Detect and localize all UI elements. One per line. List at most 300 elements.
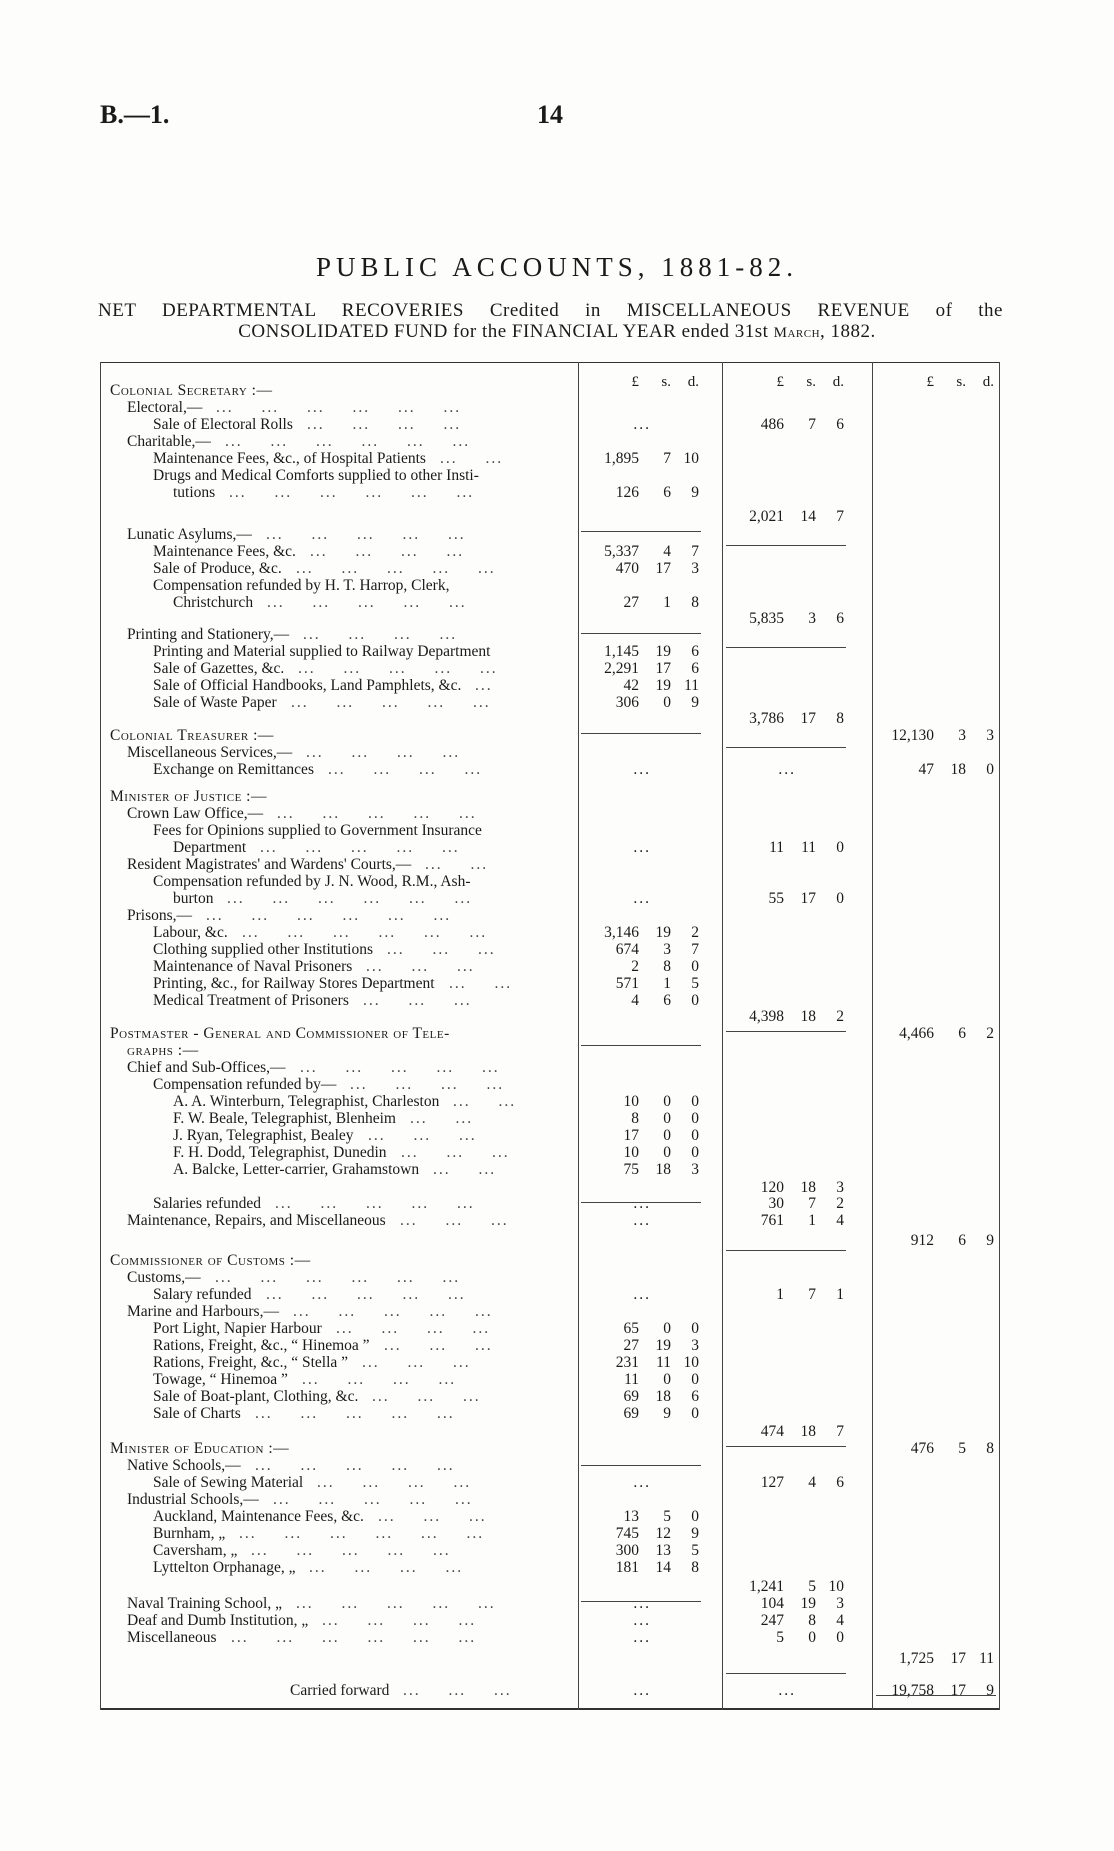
amount-cell xyxy=(872,727,1000,745)
amount-shillings: 17 xyxy=(950,1682,966,1699)
table-row xyxy=(100,1144,1000,1162)
amount-pence: 9 xyxy=(691,484,699,501)
row-label: Naval Training School, „ xyxy=(127,1595,282,1612)
leader-dots: ... ... ... ... ... xyxy=(267,594,467,611)
empty-amount-dots: ... xyxy=(633,1195,651,1212)
amount-cell xyxy=(722,1578,850,1596)
amount-cell xyxy=(722,1212,850,1230)
row-label: Prisons,— xyxy=(127,907,193,924)
leader-dots: ... xyxy=(475,677,493,694)
amount-cell xyxy=(577,1320,705,1338)
amount-shillings: 0 xyxy=(663,1144,671,1161)
amount-pounds: 10 xyxy=(623,1144,639,1161)
amount-pence: 8 xyxy=(986,1440,994,1457)
amount-shillings: 17 xyxy=(950,1650,966,1667)
amount-cell xyxy=(722,710,850,728)
amount-pence: 0 xyxy=(836,890,844,907)
row-label: Lyttelton Orphanage, „ xyxy=(153,1559,296,1576)
pence-header: d. xyxy=(982,374,994,390)
amount-cell xyxy=(722,1682,850,1700)
leader-dots: ... ... ... xyxy=(366,958,475,975)
amount-pence: 7 xyxy=(836,1423,844,1440)
amount-pence: 0 xyxy=(836,839,844,856)
subtotal-rule xyxy=(581,1202,701,1203)
pound-header: £ xyxy=(631,374,639,390)
table-row xyxy=(100,1008,1000,1026)
amount-shillings: 18 xyxy=(800,1008,816,1025)
table-row xyxy=(100,975,1000,993)
table-row xyxy=(100,1337,1000,1355)
table-row xyxy=(100,1093,1000,1111)
amount-pence: 0 xyxy=(691,1127,699,1144)
amount-pence: 10 xyxy=(683,1354,699,1371)
accounts-table xyxy=(100,362,1000,1710)
section-heading: graphs :— xyxy=(127,1042,199,1059)
amount-pence: 8 xyxy=(691,594,699,611)
amount-shillings: 18 xyxy=(655,1161,671,1178)
leader-dots: ... ... ... ... ... xyxy=(260,839,460,856)
amount-pence: 2 xyxy=(986,1025,994,1042)
row-label: Resident Magistrates' and Wardens' Courts,— xyxy=(127,856,412,873)
leader-dots: ... ... ... ... ... ... xyxy=(206,907,452,924)
amount-pence: 5 xyxy=(691,975,699,992)
table-row xyxy=(100,677,1000,695)
amount-pounds: 27 xyxy=(623,594,639,611)
amount-shillings: 1 xyxy=(663,594,671,611)
leader-dots: ... ... ... xyxy=(368,1127,477,1144)
amount-pounds: 42 xyxy=(623,677,639,694)
leader-dots: ... ... ... xyxy=(384,1337,493,1354)
leader-dots: ... ... ... ... ... xyxy=(298,660,498,677)
subtotal-rule xyxy=(726,647,846,648)
amount-pence: 1 xyxy=(836,1286,844,1303)
amount-pence: 0 xyxy=(691,958,699,975)
amount-pounds: 674 xyxy=(615,941,639,958)
amount-cell xyxy=(722,416,850,434)
amount-pence: 0 xyxy=(691,1093,699,1110)
amount-pence: 0 xyxy=(691,1371,699,1388)
amount-pounds: 47 xyxy=(918,761,934,778)
amount-cell xyxy=(577,1337,705,1355)
leader-dots: ... ... ... ... ... ... xyxy=(215,1269,461,1286)
amount-cell xyxy=(722,1286,850,1304)
table-row xyxy=(100,643,1000,661)
table-row xyxy=(100,1232,1000,1250)
document-reference: B.—1. xyxy=(100,100,170,129)
leader-dots: ... ... ... ... ... ... xyxy=(242,924,488,941)
subtotal-rule xyxy=(581,1601,701,1602)
leader-dots: ... ... ... ... ... xyxy=(266,526,466,543)
amount-pence: 6 xyxy=(691,1388,699,1405)
leader-dots: ... ... ... ... ... ... xyxy=(231,1629,477,1646)
amount-pence: 3 xyxy=(691,1161,699,1178)
table-row xyxy=(100,526,1000,544)
pound-header: £ xyxy=(776,374,784,390)
amount-shillings: 17 xyxy=(800,710,816,727)
amount-shillings: 7 xyxy=(808,1195,816,1212)
row-label: Charitable,— xyxy=(127,433,211,450)
row-label: Lunatic Asylums,— xyxy=(127,526,252,543)
row-label: Maintenance Fees, &c., of Hospital Patients xyxy=(153,450,426,467)
leader-dots: ... ... ... ... ... xyxy=(273,1491,473,1508)
row-label: Rations, Freight, &c., “ Hinemoa ” xyxy=(153,1337,370,1354)
leader-dots: ... ... ... ... xyxy=(303,626,458,643)
empty-amount-dots: ... xyxy=(633,1474,651,1491)
amount-shillings: 4 xyxy=(808,1474,816,1491)
amount-cell xyxy=(577,1110,705,1128)
empty-amount-dots: ... xyxy=(633,1629,651,1646)
row-label: Compensation refunded by J. N. Wood, R.M., Ash- xyxy=(153,873,471,890)
table-row xyxy=(100,761,1000,779)
leader-dots: ... ... ... ... ... xyxy=(255,1405,455,1422)
row-label: Maintenance, Repairs, and Miscellaneous xyxy=(127,1212,386,1229)
amount-pence: 10 xyxy=(683,450,699,467)
table-row xyxy=(100,1127,1000,1145)
amount-shillings: 19 xyxy=(655,924,671,941)
table-row xyxy=(100,1059,1000,1077)
table-row xyxy=(100,924,1000,942)
amount-shillings: 19 xyxy=(655,1337,671,1354)
amount-pence: 3 xyxy=(836,1179,844,1196)
table-row xyxy=(100,1269,1000,1287)
amount-pence: 0 xyxy=(691,1144,699,1161)
table-row xyxy=(100,484,1000,502)
empty-amount-dots: ... xyxy=(633,1682,651,1699)
table-bottom-rule xyxy=(100,1708,1000,1710)
amount-cell xyxy=(722,1423,850,1441)
leader-dots: ... ... ... ... ... xyxy=(275,1195,475,1212)
table-row xyxy=(100,1457,1000,1475)
amount-pence: 9 xyxy=(986,1232,994,1249)
amount-pounds: 55 xyxy=(768,890,784,907)
leader-dots: ... ... xyxy=(433,1161,497,1178)
amount-shillings: 19 xyxy=(655,643,671,660)
table-row xyxy=(100,1612,1000,1630)
table-row xyxy=(100,1423,1000,1441)
table-row xyxy=(100,744,1000,762)
amount-pounds: 474 xyxy=(760,1423,784,1440)
subtotal-rule xyxy=(581,531,701,532)
amount-cell xyxy=(577,643,705,661)
amount-shillings: 13 xyxy=(655,1542,671,1559)
table-row xyxy=(100,467,1000,485)
amount-shillings: 12 xyxy=(655,1525,671,1542)
amount-shillings: 19 xyxy=(655,677,671,694)
amount-pence: 7 xyxy=(691,543,699,560)
row-label: Compensation refunded by— xyxy=(153,1076,337,1093)
amount-pounds: 4 xyxy=(631,992,639,1009)
amount-pounds: 470 xyxy=(615,560,639,577)
amount-cell xyxy=(722,890,850,908)
table-row xyxy=(100,1491,1000,1509)
amount-cell xyxy=(872,1650,1000,1668)
row-label: Native Schools,— xyxy=(127,1457,241,1474)
amount-shillings: 6 xyxy=(958,1025,966,1042)
amount-pounds: 1,895 xyxy=(604,450,639,467)
amount-cell xyxy=(577,941,705,959)
table-row xyxy=(100,382,1000,400)
row-label: Sale of Produce, &c. xyxy=(153,560,282,577)
amount-pence: 0 xyxy=(691,1405,699,1422)
leader-dots: ... ... ... ... ... xyxy=(277,805,477,822)
amount-pence: 6 xyxy=(836,610,844,627)
amount-pounds: 19,758 xyxy=(891,1682,934,1699)
table-row xyxy=(100,856,1000,874)
leader-dots: ... ... ... ... ... ... xyxy=(216,399,462,416)
leader-dots: ... ... ... ... xyxy=(307,416,462,433)
amount-cell xyxy=(722,1629,850,1647)
subtotal-rule xyxy=(581,733,701,734)
amount-pounds: 69 xyxy=(623,1388,639,1405)
table-row xyxy=(100,873,1000,891)
row-label: Labour, &c. xyxy=(153,924,228,941)
empty-amount-dots: ... xyxy=(633,839,651,856)
table-row xyxy=(100,508,1000,526)
amount-pounds: 2,021 xyxy=(749,508,784,525)
table-row xyxy=(100,1252,1000,1270)
amount-shillings: 0 xyxy=(808,1629,816,1646)
amount-cell xyxy=(577,1612,705,1630)
table-row xyxy=(100,1042,1000,1060)
page-number: 14 xyxy=(537,100,563,129)
row-label: Rations, Freight, &c., “ Stella ” xyxy=(153,1354,349,1371)
row-label: Sale of Boat-plant, Clothing, &c. xyxy=(153,1388,359,1405)
amount-cell xyxy=(577,560,705,578)
table-row xyxy=(100,1559,1000,1577)
amount-cell xyxy=(577,677,705,695)
table-row xyxy=(100,1025,1000,1043)
empty-amount-dots: ... xyxy=(778,761,796,778)
amount-shillings: 0 xyxy=(663,1371,671,1388)
row-label: Christchurch xyxy=(173,594,254,611)
shillings-header: s. xyxy=(956,374,966,390)
amount-pence: 9 xyxy=(691,1525,699,1542)
subtotal-rule xyxy=(726,545,846,546)
row-label: Sale of Charts xyxy=(153,1405,241,1422)
leader-dots: ... ... ... xyxy=(378,1508,487,1525)
table-row xyxy=(100,1303,1000,1321)
amount-pence: 2 xyxy=(836,1008,844,1025)
row-label: Miscellaneous xyxy=(127,1629,217,1646)
leader-dots: ... ... ... ... ... ... xyxy=(239,1525,485,1542)
amount-cell xyxy=(577,1286,705,1304)
amount-shillings: 9 xyxy=(663,1405,671,1422)
amount-pounds: 2,291 xyxy=(604,660,639,677)
row-label: Medical Treatment of Prisoners xyxy=(153,992,349,1009)
amount-cell xyxy=(577,484,705,502)
amount-cell xyxy=(577,924,705,942)
amount-shillings: 7 xyxy=(808,1286,816,1303)
amount-cell xyxy=(577,839,705,857)
amount-pounds: 120 xyxy=(760,1179,784,1196)
amount-pence: 11 xyxy=(684,677,699,694)
amount-cell xyxy=(722,1474,850,1492)
amount-pence: 8 xyxy=(691,1559,699,1576)
amount-cell xyxy=(577,975,705,993)
row-label: Sale of Gazettes, &c. xyxy=(153,660,285,677)
amount-pence: 9 xyxy=(986,1682,994,1699)
amount-shillings: 3 xyxy=(808,610,816,627)
empty-amount-dots: ... xyxy=(633,890,651,907)
row-label: Salaries refunded xyxy=(153,1195,262,1212)
row-label: burton xyxy=(173,890,214,907)
table-row xyxy=(100,941,1000,959)
amount-cell xyxy=(722,1195,850,1213)
amount-shillings: 6 xyxy=(663,992,671,1009)
amount-cell xyxy=(577,1093,705,1111)
amount-shillings: 6 xyxy=(958,1232,966,1249)
amount-pence: 3 xyxy=(986,727,994,744)
amount-pounds: 4,466 xyxy=(899,1025,934,1042)
row-label: Burnham, „ xyxy=(153,1525,226,1542)
leader-dots: ... ... ... xyxy=(387,941,496,958)
amount-shillings: 0 xyxy=(663,694,671,711)
table-row xyxy=(100,1286,1000,1304)
empty-amount-dots: ... xyxy=(633,1612,651,1629)
amount-pence: 7 xyxy=(836,508,844,525)
amount-pounds: 65 xyxy=(623,1320,639,1337)
table-row xyxy=(100,660,1000,678)
amount-pounds: 11 xyxy=(624,1371,639,1388)
row-label: A. A. Winterburn, Telegraphist, Charleston xyxy=(173,1093,440,1110)
leader-dots: ... ... ... ... ... xyxy=(291,694,491,711)
amount-shillings: 1 xyxy=(663,975,671,992)
amount-pounds: 231 xyxy=(615,1354,639,1371)
amount-pence: 10 xyxy=(828,1578,844,1595)
subtotal-rule xyxy=(876,1695,996,1696)
amount-pence: 9 xyxy=(691,694,699,711)
row-label: Maintenance Fees, &c. xyxy=(153,543,296,560)
amount-cell xyxy=(577,1127,705,1145)
amount-shillings: 17 xyxy=(800,890,816,907)
table-row xyxy=(100,1195,1000,1213)
amount-cell xyxy=(577,958,705,976)
amount-pounds: 745 xyxy=(615,1525,639,1542)
amount-cell xyxy=(872,1232,1000,1250)
leader-dots: ... ... ... ... xyxy=(322,1612,477,1629)
amount-shillings: 5 xyxy=(808,1578,816,1595)
table-row xyxy=(100,543,1000,561)
amount-cell xyxy=(577,450,705,468)
leader-dots: ... ... ... ... ... xyxy=(266,1286,466,1303)
amount-cell xyxy=(577,1195,705,1213)
subtotal-rule xyxy=(581,1045,701,1046)
leader-dots: ... ... ... xyxy=(403,1682,512,1699)
amount-cell xyxy=(577,543,705,561)
row-label: Auckland, Maintenance Fees, &c. xyxy=(153,1508,364,1525)
amount-pounds: 306 xyxy=(615,694,639,711)
amount-cell xyxy=(872,1682,1000,1700)
leader-dots: ... ... ... ... ... xyxy=(255,1457,455,1474)
amount-cell xyxy=(872,1025,1000,1043)
amount-cell xyxy=(577,890,705,908)
amount-cell xyxy=(577,1405,705,1423)
amount-cell xyxy=(872,761,1000,779)
leader-dots: ... ... xyxy=(449,975,513,992)
amount-shillings: 11 xyxy=(801,839,816,856)
amount-cell xyxy=(577,1371,705,1389)
row-label: Printing and Material supplied to Railway Department xyxy=(153,643,491,660)
leader-dots: ... ... ... ... xyxy=(336,1320,491,1337)
table-row xyxy=(100,1525,1000,1543)
amount-cell xyxy=(872,1440,1000,1458)
table-row xyxy=(100,890,1000,908)
amount-shillings: 18 xyxy=(800,1179,816,1196)
amount-pence: 3 xyxy=(691,1337,699,1354)
amount-shillings: 18 xyxy=(655,1388,671,1405)
amount-cell xyxy=(577,1629,705,1647)
table-row xyxy=(100,399,1000,417)
amount-pounds: 912 xyxy=(910,1232,934,1249)
row-label: Port Light, Napier Harbour xyxy=(153,1320,322,1337)
row-label: Deaf and Dumb Institution, „ xyxy=(127,1612,309,1629)
amount-pence: 4 xyxy=(836,1212,844,1229)
row-label: A. Balcke, Letter-carrier, Grahamstown xyxy=(173,1161,420,1178)
pence-header: d. xyxy=(832,374,844,390)
amount-shillings: 17 xyxy=(655,660,671,677)
amount-shillings: 17 xyxy=(655,560,671,577)
table-row xyxy=(100,710,1000,728)
amount-shillings: 0 xyxy=(663,1093,671,1110)
table-row xyxy=(100,577,1000,595)
amount-pounds: 300 xyxy=(615,1542,639,1559)
subtotal-rule xyxy=(726,1031,846,1032)
amount-cell xyxy=(722,761,850,779)
section-heading: Postmaster - General and Commissioner of Tele- xyxy=(110,1025,450,1042)
row-label: Customs,— xyxy=(127,1269,201,1286)
row-label: Marine and Harbours,— xyxy=(127,1303,279,1320)
leader-dots: ... ... xyxy=(453,1093,517,1110)
table-row xyxy=(100,1320,1000,1338)
amount-pence: 0 xyxy=(836,1629,844,1646)
pence-header: d. xyxy=(687,374,699,390)
amount-cell xyxy=(577,1525,705,1543)
amount-cell xyxy=(722,1008,850,1026)
table-row xyxy=(100,1405,1000,1423)
leader-dots: ... ... ... ... xyxy=(309,1559,464,1576)
leader-dots: ... ... ... xyxy=(372,1388,481,1405)
subtotal-rule xyxy=(726,1446,846,1447)
amount-shillings: 14 xyxy=(655,1559,671,1576)
amount-pounds: 11 xyxy=(769,839,784,856)
amount-pence: 11 xyxy=(979,1650,994,1667)
row-label: Sale of Sewing Material xyxy=(153,1474,304,1491)
section-heading: Commissioner of Customs :— xyxy=(110,1252,311,1269)
table-row xyxy=(100,1595,1000,1613)
table-row xyxy=(100,1371,1000,1389)
amount-pence: 2 xyxy=(691,924,699,941)
amount-pence: 4 xyxy=(836,1612,844,1629)
row-label: J. Ryan, Telegraphist, Bealey xyxy=(173,1127,354,1144)
amount-pounds: 8 xyxy=(631,1110,639,1127)
table-row xyxy=(100,560,1000,578)
table-row xyxy=(100,958,1000,976)
table-row xyxy=(100,450,1000,468)
amount-cell xyxy=(577,761,705,779)
amount-pounds: 181 xyxy=(615,1559,639,1576)
leader-dots: ... ... ... ... ... ... xyxy=(227,890,473,907)
amount-cell xyxy=(577,1354,705,1372)
amount-shillings: 8 xyxy=(663,958,671,975)
leader-dots: ... ... ... ... ... xyxy=(296,1595,496,1612)
row-label: Chief and Sub-Offices,— xyxy=(127,1059,286,1076)
amount-pence: 6 xyxy=(691,660,699,677)
row-label: Carried forward xyxy=(290,1682,390,1699)
amount-cell xyxy=(577,416,705,434)
subtitle-line-2: CONSOLIDATED FUND for the FINANCIAL YEAR ended 31st March, 1882. xyxy=(238,321,876,342)
row-label: Drugs and Medical Comforts supplied to other Insti- xyxy=(153,467,479,484)
table-row xyxy=(100,1354,1000,1372)
